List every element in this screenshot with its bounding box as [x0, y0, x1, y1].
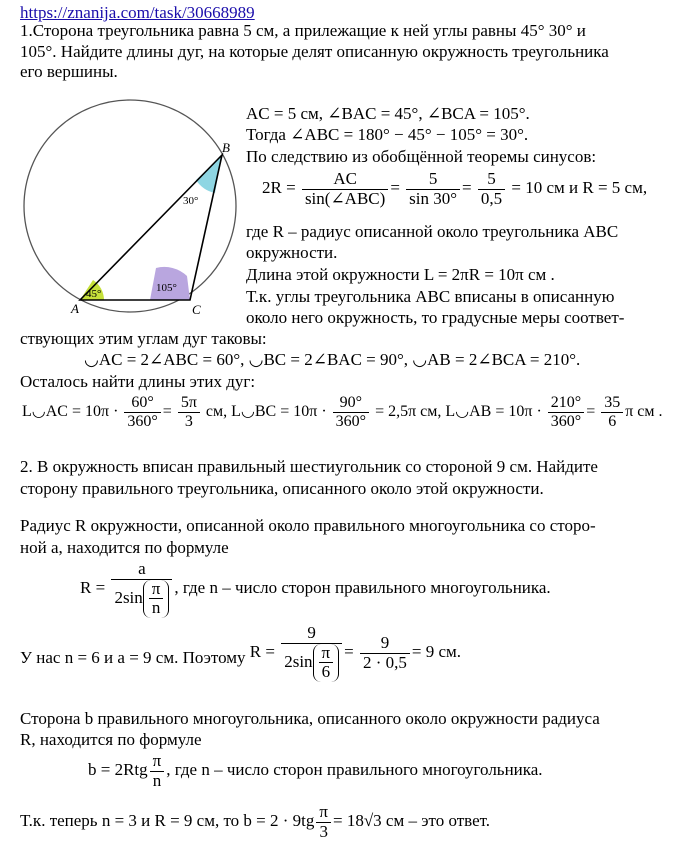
task2-line1: 2. В окружность вписан правильный шестиугольник со стороной 9 см. Найдите [20, 457, 598, 476]
L2-n: 90° [333, 394, 369, 413]
vertex-a-label: A [71, 301, 79, 316]
final-answer [20, 803, 490, 841]
L3-u: π см . [625, 402, 663, 420]
fR-pd: n [151, 598, 161, 618]
fb-lhs: b = 2Rtg [88, 760, 148, 780]
fR-tail: , где n – число сторон правильного многоугольника. [174, 577, 551, 597]
source-link[interactable]: https://znanija.com/task/30668989 [20, 3, 255, 22]
L1-d: 360° [127, 412, 158, 430]
L3-n: 210° [548, 394, 584, 413]
L1-n: 60° [124, 394, 160, 413]
f-d1: sin(∠ABC) [304, 188, 386, 208]
h-eq: = [344, 641, 354, 661]
fR-lhs: R = [80, 577, 106, 597]
arc-lengths [22, 394, 663, 430]
h-tail: = 9 см. [411, 641, 462, 661]
formula-have [20, 623, 462, 682]
fb-tail: , где n – число сторон правильного многоугольника. [166, 760, 543, 780]
f-d3: 0,5 [480, 188, 503, 208]
h-d2: 2 · 0,5 [362, 652, 407, 672]
vertex-b-label: B [222, 140, 230, 155]
h-n2: 9 [360, 634, 410, 654]
L3-rd: 6 [608, 412, 617, 430]
fb-d: n [152, 770, 162, 790]
have-pre: У нас n = 6 и a = 9 см. Поэтому [20, 647, 246, 667]
sol2-b1: Сторона b правильного многоугольника, описанного около окружности радиуса [20, 709, 600, 728]
L3-d: 360° [550, 412, 582, 430]
L1-u: см, [205, 402, 228, 420]
h-d-pre: 2sin [284, 651, 313, 671]
final-pre: Т.к. теперь n = 3 и R = 9 см, то b = 2 · 9tg [20, 811, 315, 831]
angle-c-label: 105° [156, 282, 177, 294]
formula-2r: 2R = $\frac{AC}{\text{sin(∠ABC)}}$ = $\frac{5}{\sin 30^\circ}$ = $\frac{5}{0,5}$ = 10 см и R = 5 см, [262, 169, 648, 208]
L3-rn: 35 [601, 394, 623, 413]
sol1-where2: окружности. [246, 243, 338, 262]
triangle-figure [16, 88, 244, 320]
task2-line2: сторону правильного треугольника, описанного около этой окружности. [20, 479, 544, 498]
L1-eq: = [162, 402, 172, 420]
L2-d: 360° [335, 412, 367, 430]
h-n: 9 [281, 624, 342, 644]
sol1-then: Тогда ∠ABC = 180° − 45° − 105° = 30°. [246, 125, 529, 144]
sol2-r2: ной a, находится по формуле [20, 538, 229, 557]
fR-n: a [111, 560, 172, 580]
L3-eq: = [586, 402, 596, 420]
sol1-length: Длина этой окружности L = 2πR = 10π см . [246, 265, 555, 284]
sol1-inscribed2: около него окружность, то градусные меры соответ- [246, 308, 625, 327]
f-d2: sin 30° [409, 188, 458, 208]
triangle [80, 155, 222, 300]
sol1-given: AC = 5 см, ∠BAC = 45°, ∠BCA = 105°. [246, 104, 530, 123]
L3-lhs: L◡AB = 10π · [445, 402, 542, 420]
angle-a-label: 45° [86, 288, 102, 300]
fR-pn: π [149, 580, 164, 600]
task1-line1: 1.Сторона треугольника равна 5 см, а прилежащие к ней углы равны 45° 30° и [20, 21, 586, 40]
f-lhs: 2R = [262, 178, 296, 198]
sol1-inscribed3: ствующих этим углам дуг таковы: [20, 329, 267, 348]
L1-lhs: L◡AC = 10π · [22, 402, 119, 420]
L1-rn: 5π [178, 394, 200, 413]
formula-r [80, 560, 551, 618]
f-n1: AC [302, 170, 388, 190]
L2-lhs: L◡BC = 10π · [231, 402, 327, 420]
sol2-r1: Радиус R окружности, описанной около правильного многоугольника со сторо- [20, 516, 596, 535]
L2-r: = 2,5π см, [375, 402, 442, 420]
fb-n: π [150, 752, 165, 772]
final-tail: = 18√3 см – это ответ. [333, 811, 491, 831]
final-d: 3 [319, 821, 328, 841]
angle-b-label: 30° [183, 195, 199, 207]
fR-d-pre: 2sin [114, 587, 143, 607]
sol1-where1: где R – радиус описанной около треугольника ABC [246, 222, 619, 241]
f-n3: 5 [478, 170, 505, 190]
task1-line3: его вершины. [20, 62, 118, 81]
sol1-corollary: По следствию из обобщённой теоремы синусов: [246, 147, 597, 166]
formula-b [88, 752, 543, 790]
f-n2: 5 [406, 170, 460, 190]
h-pn: π [319, 644, 334, 664]
vertex-c-label: C [192, 302, 201, 317]
circumcircle [24, 100, 236, 312]
h-lhs: R = [249, 641, 275, 661]
f-rest: = 10 см и R = 5 см, [511, 178, 648, 198]
task1-line2: 105°. Найдите длины дуг, на которые делят описанную окружность треугольника [20, 42, 609, 61]
sol2-b2: R, находится по формуле [20, 730, 202, 749]
final-n: π [316, 803, 331, 823]
L1-rd: 3 [184, 412, 193, 430]
sol1-remain: Осталось найти длины этих дуг: [20, 372, 256, 391]
sol1-arcs: ◡AC = 2∠ABC = 60°, ◡BC = 2∠BAC = 90°, ◡AB = 2∠BCA = 210°. [84, 350, 581, 369]
h-pd: 6 [321, 662, 331, 682]
sol1-inscribed1: Т.к. углы треугольника ABC вписаны в описанную [246, 287, 615, 306]
